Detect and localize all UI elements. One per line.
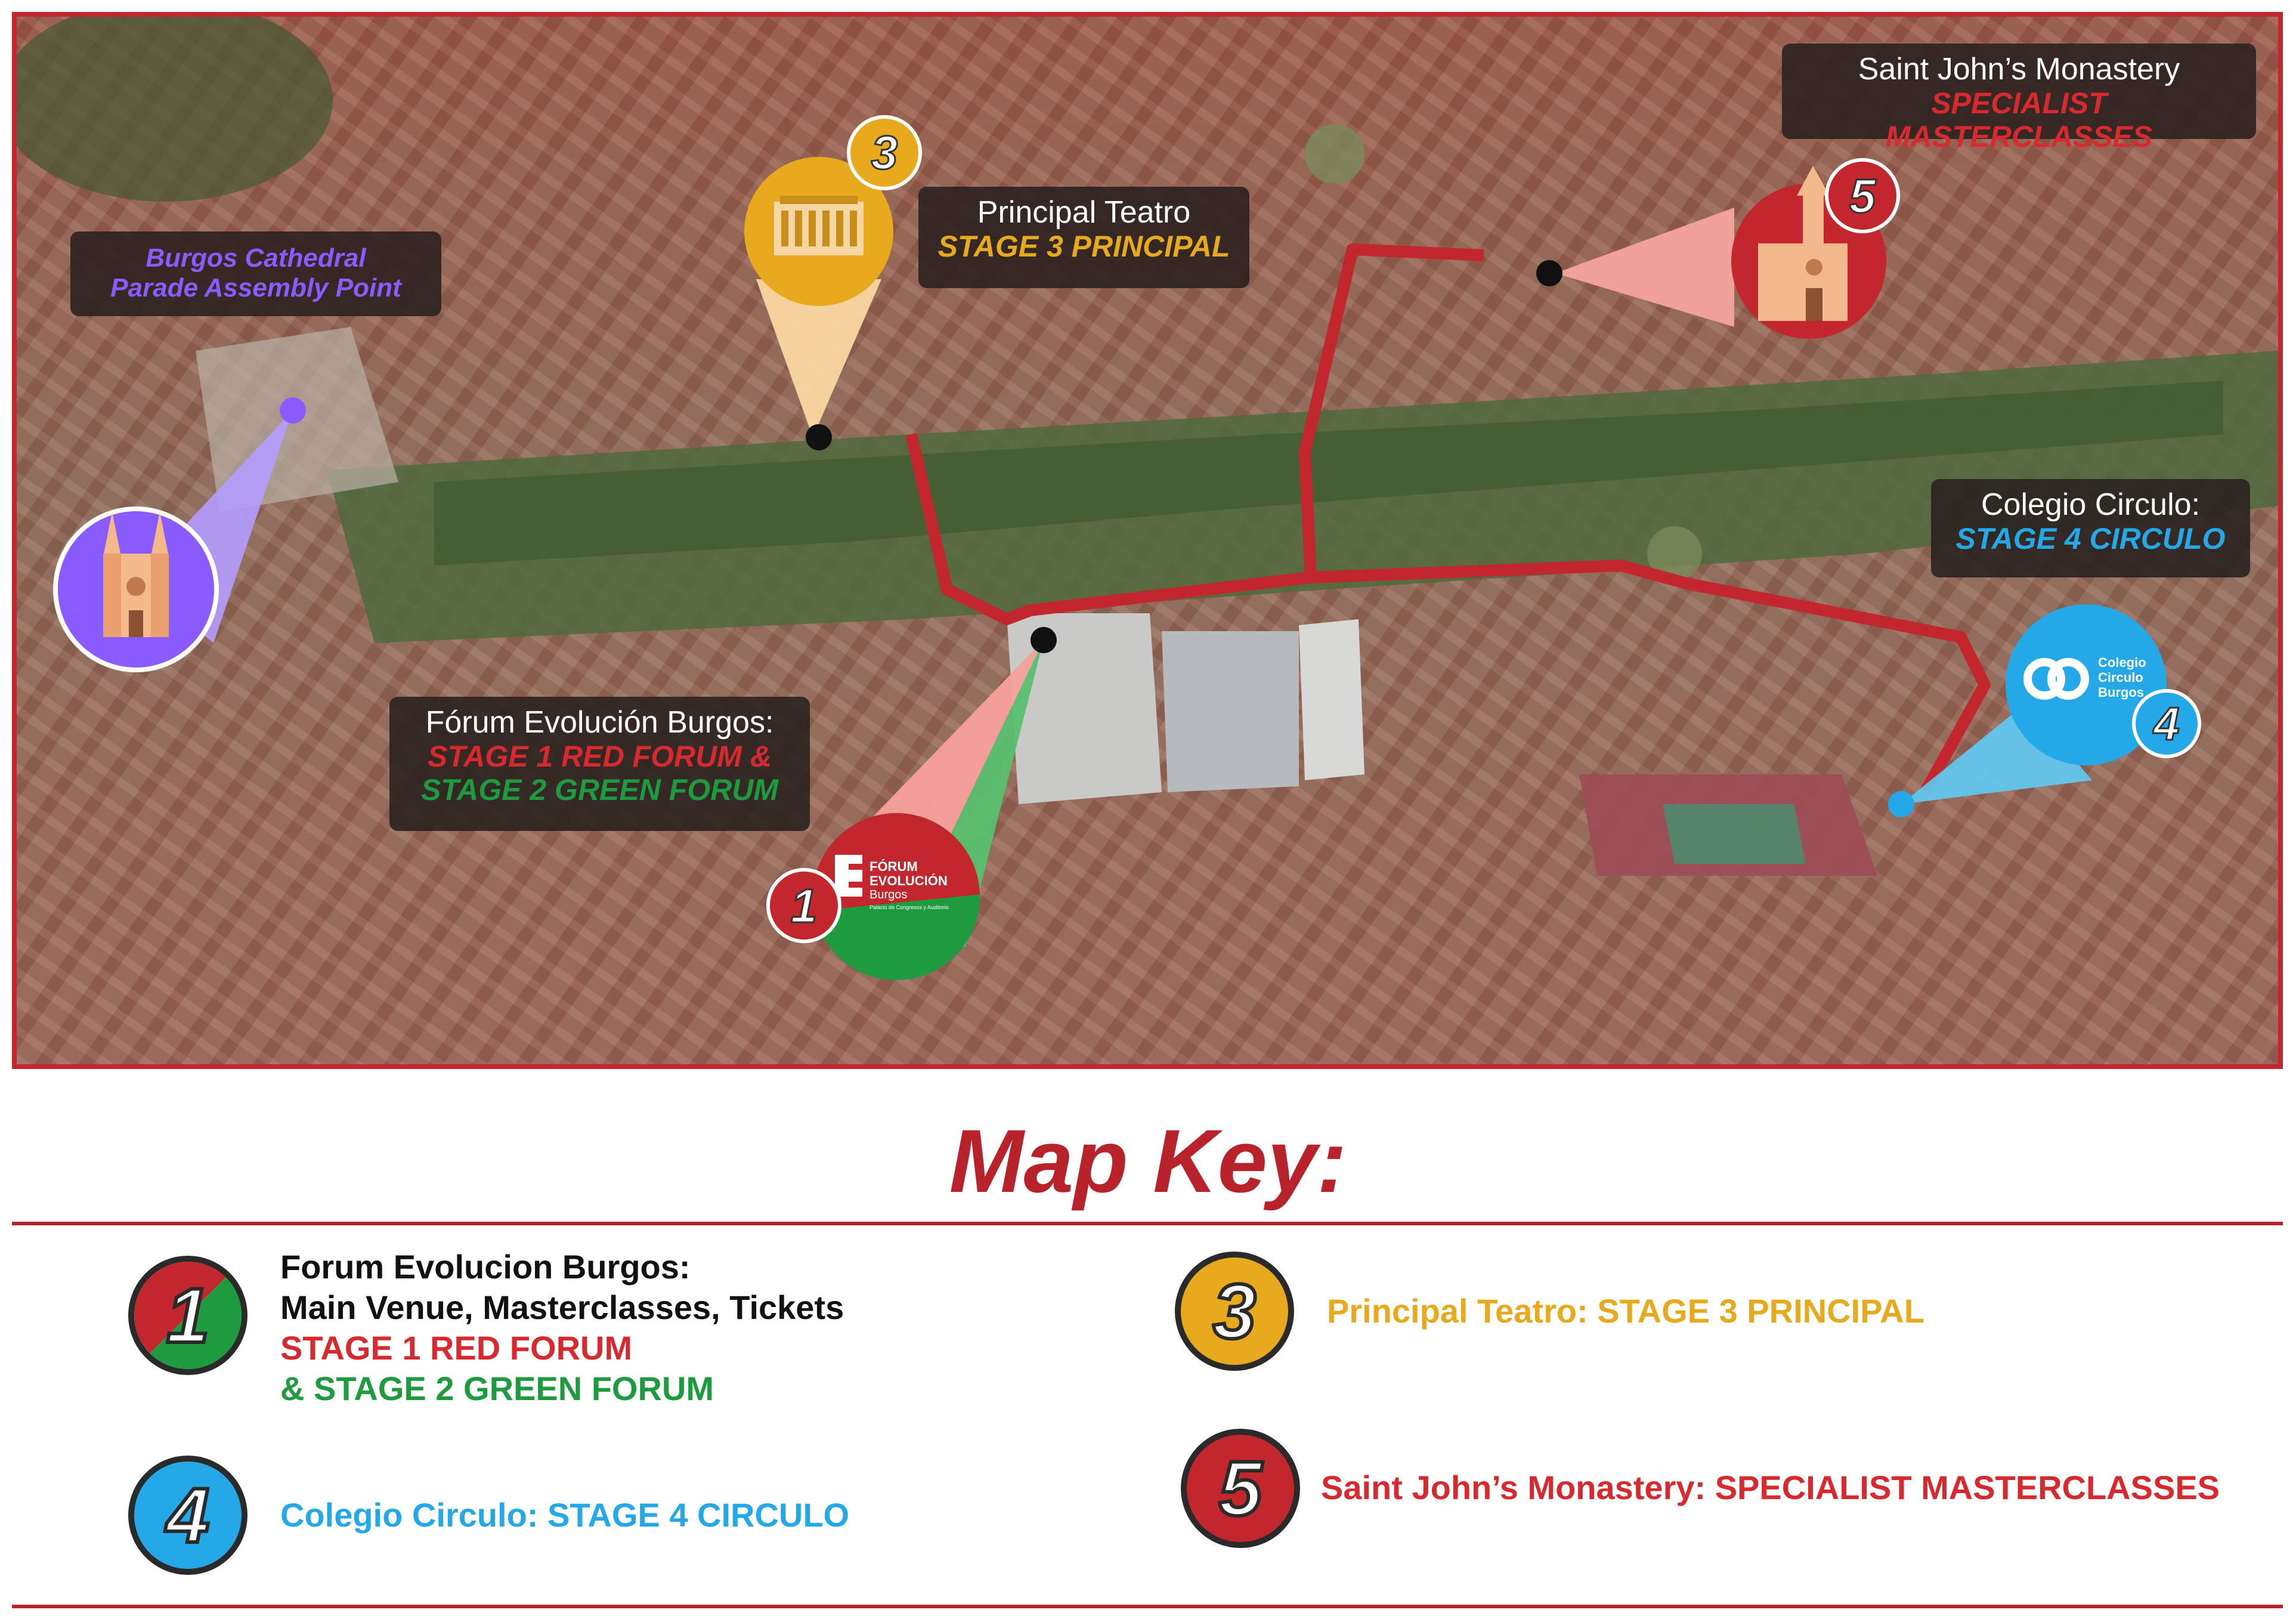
teatro-label-title: Principal Teatro (977, 195, 1191, 230)
key-item-1-line3: STAGE 1 RED FORUM (280, 1329, 633, 1367)
svg-text:Palacio de Congresos y Auditor: Palacio de Congresos y Auditorio (869, 904, 949, 910)
key-divider-bottom (12, 1605, 2283, 1608)
key-item-1-line2: Main Venue, Masterclasses, Tickets (280, 1289, 844, 1326)
teatro-label (918, 187, 1249, 288)
key-item-5-text: Saint John’s Monastery: SPECIALIST MASTERCLASSES (1321, 1469, 2220, 1506)
svg-text:1: 1 (790, 879, 818, 932)
svg-text:4: 4 (2153, 697, 2180, 750)
svg-text:Burgos: Burgos (869, 888, 908, 901)
monastery-label-title: Saint John’s Monastery (1858, 52, 2180, 86)
map-key-title: Map Key: (949, 1111, 1347, 1211)
svg-text:5: 5 (1849, 169, 1876, 223)
cathedral-label-line1: Burgos Cathedral (146, 243, 366, 273)
cathedral-icon (55, 509, 216, 670)
svg-text:FÓRUM: FÓRUM (869, 859, 918, 874)
svg-text:Burgos: Burgos (2098, 685, 2144, 700)
forum-label-sub2: STAGE 2 GREEN FORUM (420, 773, 779, 807)
svg-text:Circulo: Circulo (2098, 670, 2143, 685)
key-badge-4: 4 (128, 1456, 247, 1575)
key-item-1-line4: & STAGE 2 GREEN FORUM (280, 1370, 714, 1407)
forum-label-title: Fórum Evolución Burgos: (425, 705, 774, 740)
teatro-label-sub: STAGE 3 PRINCIPAL (937, 230, 1230, 263)
key-item-1-line1: Forum Evolucion Burgos: (280, 1248, 691, 1286)
aerial-map (12, 12, 2283, 1069)
monastery-label-sub: SPECIALIST MASTERCLASSES (1885, 86, 2153, 153)
svg-text:3: 3 (871, 126, 898, 179)
circulo-label (1931, 479, 2250, 577)
key-item-4-text: Colegio Circulo: STAGE 4 CIRCULO (280, 1496, 850, 1534)
forum-label-sub1: STAGE 1 RED FORUM & (428, 740, 772, 773)
cathedral-label-line2: Parade Assembly Point (110, 273, 401, 302)
key-badge-5: 5 (1181, 1429, 1300, 1548)
svg-text:EVOLUCIÓN: EVOLUCIÓN (869, 873, 948, 888)
svg-text:Colegio: Colegio (2098, 655, 2146, 670)
key-item-3-text: Principal Teatro: STAGE 3 PRINCIPAL (1327, 1292, 1924, 1330)
forum-label (389, 697, 810, 831)
monastery-label (1782, 44, 2256, 153)
key-divider-top (12, 1222, 2283, 1225)
circulo-label-sub: STAGE 4 CIRCULO (1955, 522, 2226, 555)
key-badge-3: 3 (1175, 1252, 1294, 1371)
cathedral-label (70, 231, 441, 316)
key-badge-1: 1 (128, 1256, 247, 1375)
circulo-label-title: Colegio Circulo: (1981, 487, 2201, 522)
key-item-1-text (280, 1247, 844, 1409)
